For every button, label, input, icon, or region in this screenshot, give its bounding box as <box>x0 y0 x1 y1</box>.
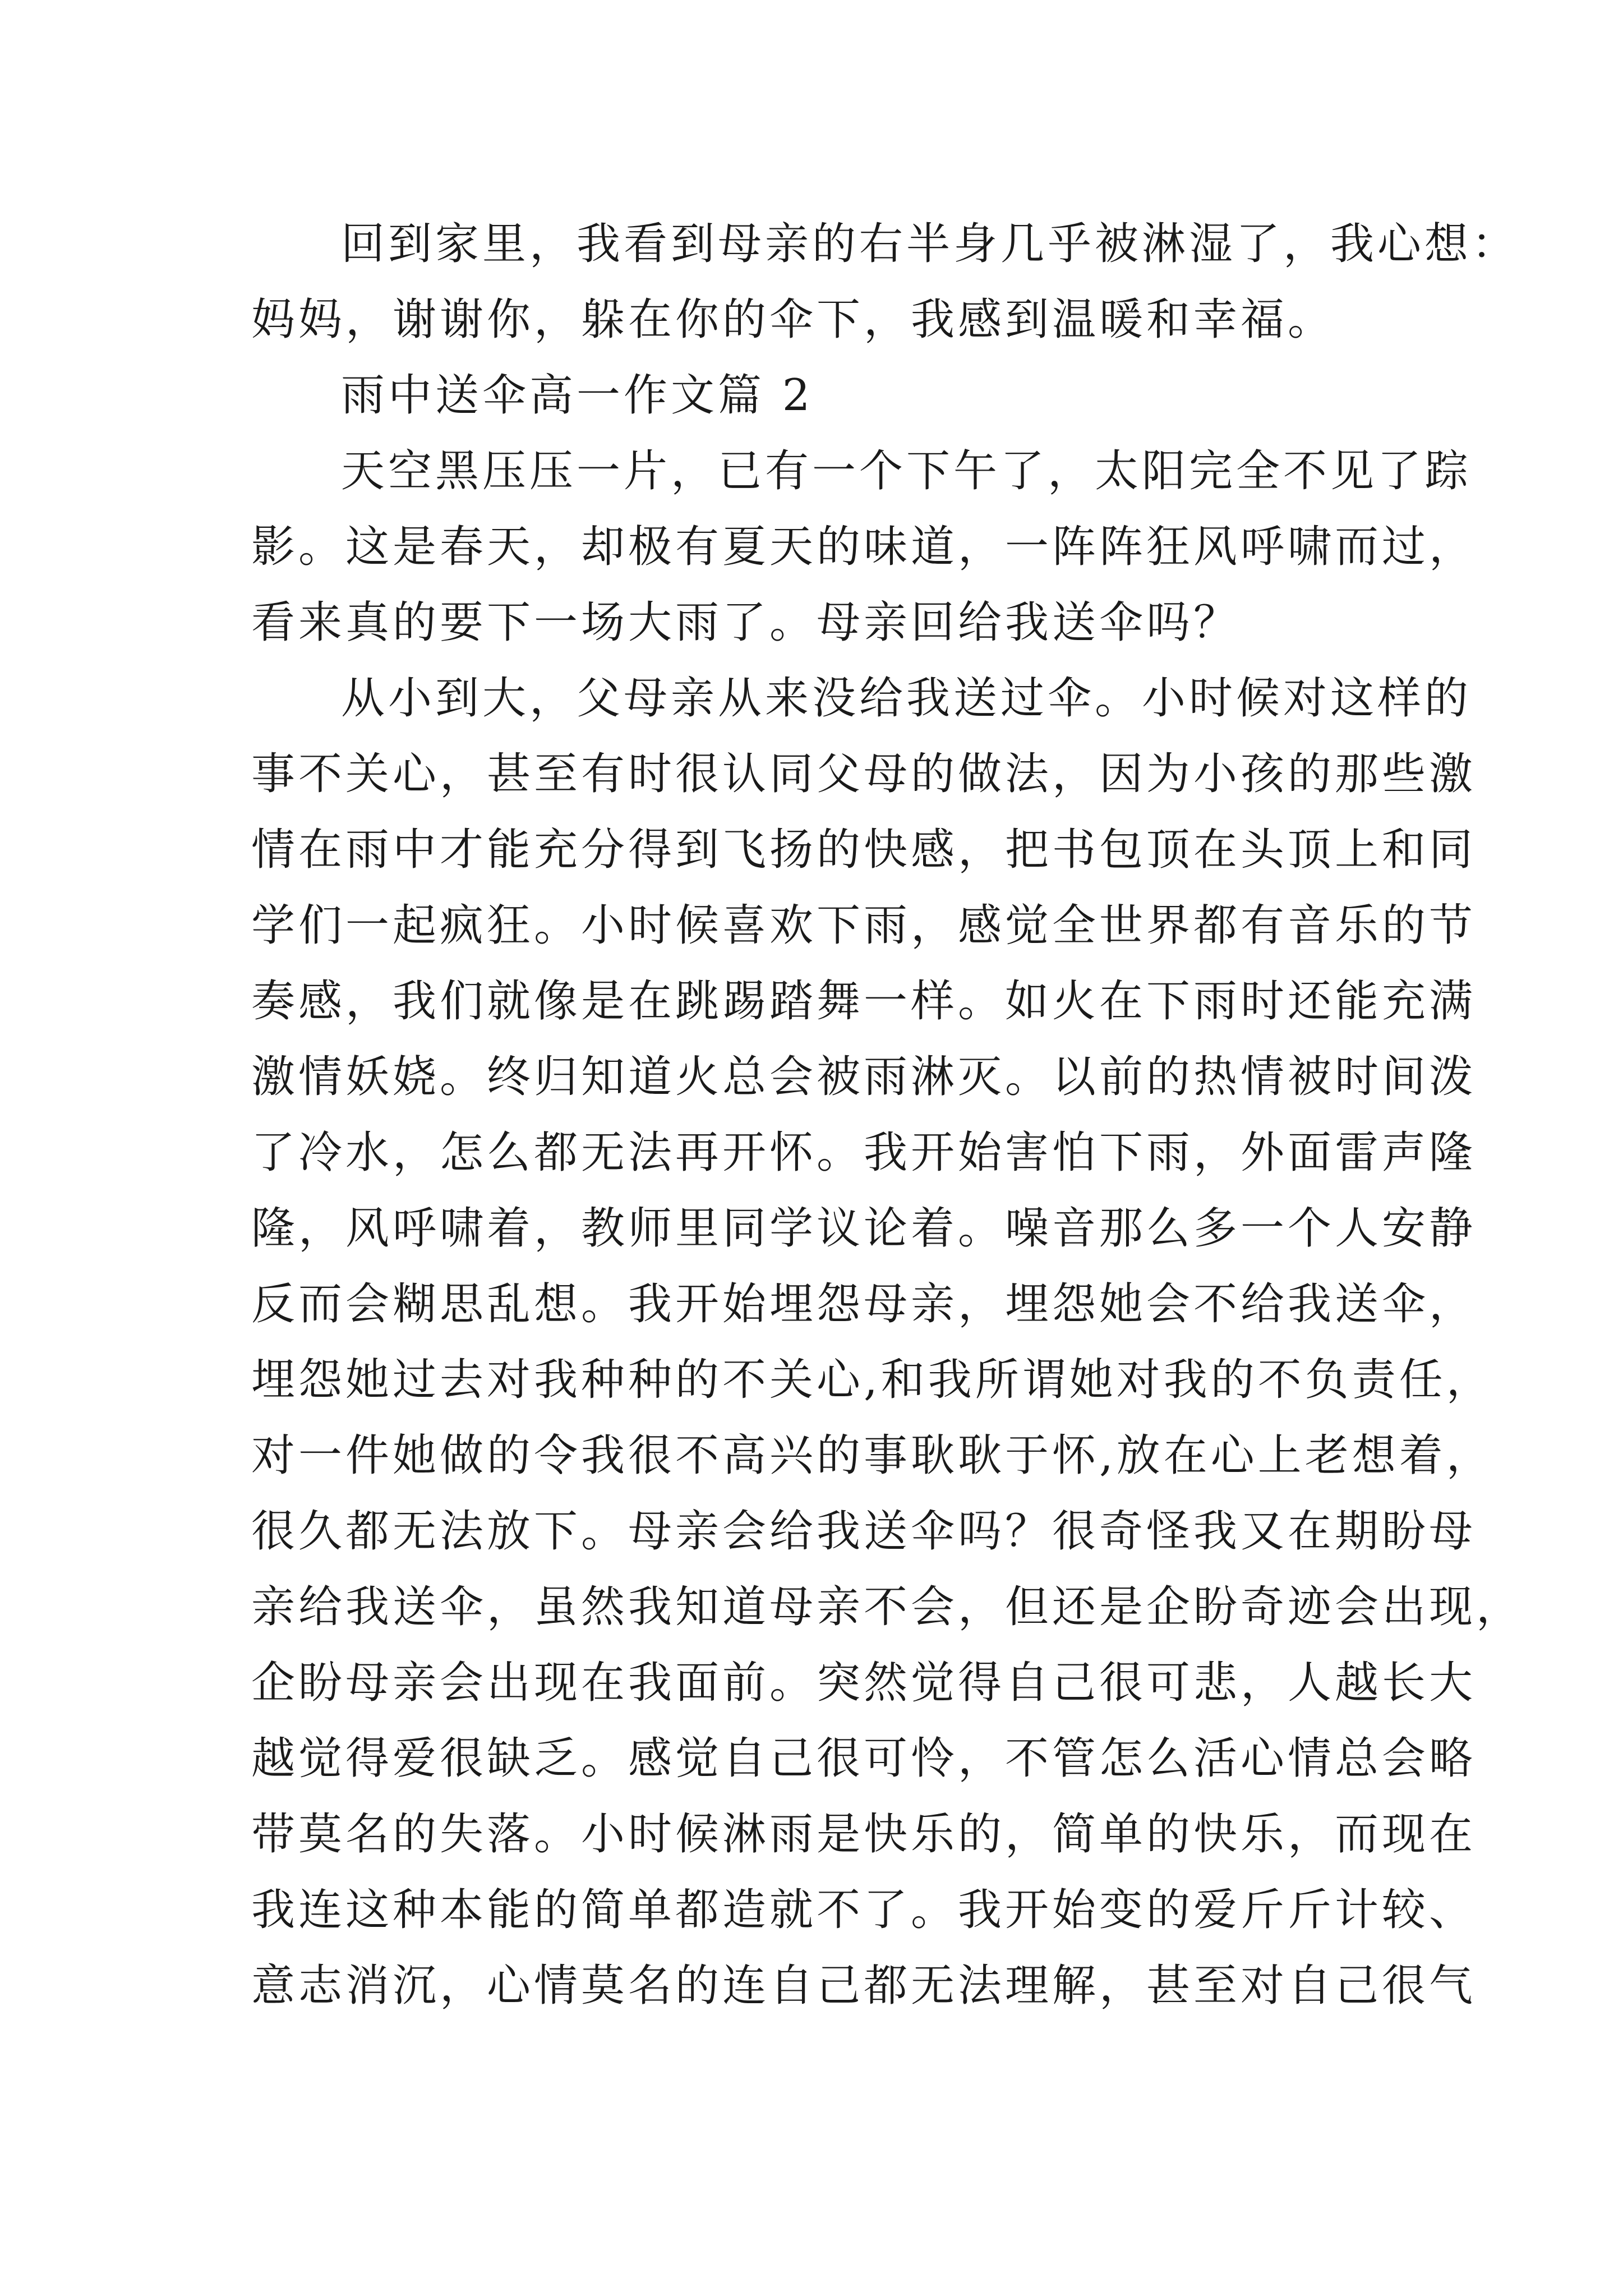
text-line: 越觉得爱很缺乏。感觉自己很可怜，不管怎么活心情总会略 <box>251 1733 1477 1784</box>
text-line: 回到家里，我看到母亲的右半身几乎被淋湿了，我心想： <box>341 219 1519 269</box>
text-line: 影。这是春天，却极有夏天的味道，一阵阵狂风呼啸而过， <box>251 522 1477 572</box>
text-line: 企盼母亲会出现在我面前。突然觉得自己很可悲，人越长大 <box>251 1658 1477 1708</box>
text-line: 天空黑压压一片，已有一个下午了，太阳完全不见了踪 <box>341 446 1472 496</box>
text-line: 妈妈，谢谢你，躲在你的伞下，我感到温暖和幸福。 <box>251 295 1335 345</box>
text-line: 事不关心，甚至有时很认同父母的做法，因为小孩的那些激 <box>251 749 1477 799</box>
paragraph-sky <box>251 434 1477 661</box>
text-line: 带莫名的失落。小时候淋雨是快乐的，简单的快乐，而现在 <box>251 1809 1477 1860</box>
text-line: 隆，风呼啸着，教师里同学议论着。噪音那么多一个人安静 <box>251 1203 1477 1254</box>
text-line: 情在雨中才能充分得到飞扬的快感，把书包顶在头顶上和同 <box>251 825 1477 875</box>
text-line: 奏感，我们就像是在跳踢踏舞一样。如火在下雨时还能充满 <box>251 976 1477 1027</box>
text-line: 看来真的要下一场大雨了。母亲回给我送伞吗？ <box>251 597 1241 648</box>
text-line: 反而会糊思乱想。我开始埋怨母亲，埋怨她会不给我送伞， <box>251 1279 1477 1329</box>
text-line: 激情妖娆。终归知道火总会被雨淋灭。以前的热情被时间泼 <box>251 1052 1477 1102</box>
text-line: 埋怨她过去对我种种的不关心,和我所谓她对我的不负责任， <box>251 1355 1493 1405</box>
text-line: 很久都无法放下。母亲会给我送伞吗？很奇怪我又在期盼母 <box>251 1506 1477 1557</box>
section-heading <box>251 358 1401 434</box>
text-line: 学们一起疯狂。小时候喜欢下雨，感觉全世界都有音乐的节 <box>251 900 1477 951</box>
text-line: 亲给我送伞，虽然我知道母亲不会，但还是企盼奇迹会出现， <box>251 1582 1524 1632</box>
document-body <box>251 206 1524 2024</box>
text-line: 意志消沉，心情莫名的连自己都无法理解，甚至对自己很气 <box>251 1961 1477 2011</box>
text-line: 我连这种本能的简单都造就不了。我开始变的爱斤斤计较、 <box>251 1885 1477 1935</box>
text-line: 了冷水，怎么都无法再开怀。我开始害怕下雨，外面雷声隆 <box>251 1128 1477 1178</box>
paragraph-homecoming <box>251 206 1519 358</box>
paragraph-childhood <box>251 661 1524 2024</box>
text-line: 对一件她做的令我很不高兴的事耿耿于怀,放在心上老想着， <box>251 1430 1493 1481</box>
heading-text: 雨中送伞高一作文篇 2 <box>341 370 814 421</box>
text-line: 从小到大，父母亲从来没给我送过伞。小时候对这样的 <box>341 673 1472 724</box>
